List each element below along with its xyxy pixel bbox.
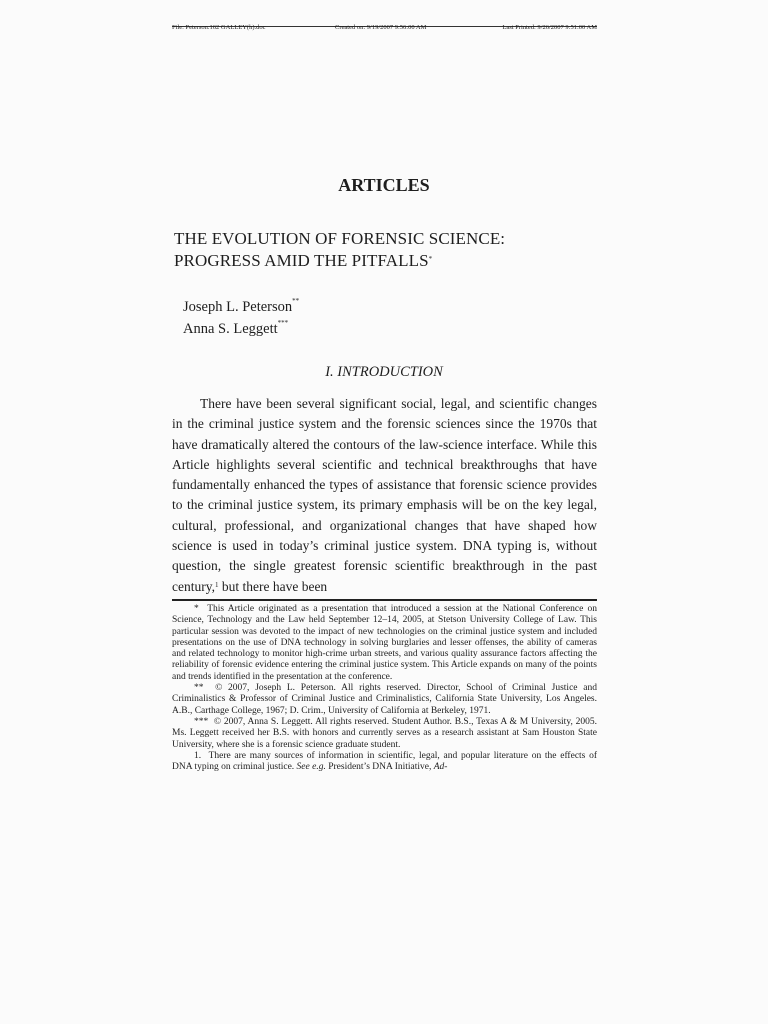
author-1-name: Joseph L. Peterson — [183, 299, 293, 315]
footnote-mark: 1. — [194, 750, 202, 761]
footnote — [172, 604, 597, 683]
title-line-1: THE EVOLUTION OF FORENSIC SCIENCE: — [174, 229, 506, 248]
author-1 — [183, 299, 299, 316]
footnote — [172, 683, 597, 717]
footnote-signal: See e.g. — [296, 762, 326, 773]
article-title — [174, 228, 604, 272]
footnote-text-cont: President’s DNA Initiative, — [325, 762, 434, 773]
footnote-mark: *** — [194, 716, 209, 727]
header-created: Created on: 9/19/2007 9:56:00 AM — [335, 24, 427, 31]
footnote-tail: Ad- — [433, 762, 448, 773]
footnotes — [172, 604, 597, 773]
footnote-text: There are many sources of information in scientific, legal, and popular literature on the effects of DNA typing on criminal justice. — [172, 750, 597, 773]
footnote-text: © 2007, Anna S. Leggett. All rights reserved. Student Author. B.S., Texas A & M University, 2005. Ms. Leggett received her B.S. with honors and currently serves as a research assistant at Sam Houston State University, where she is a forensic science graduate student. — [172, 716, 598, 750]
body-text-tail: but there have been — [218, 578, 328, 594]
author-1-mark: ** — [292, 297, 300, 305]
body-paragraph — [172, 394, 597, 597]
title-line-2 — [174, 250, 604, 272]
author-2-mark: *** — [277, 319, 289, 327]
running-header — [172, 24, 597, 31]
footnote-text: © 2007, Joseph L. Peterson. All rights reserved. Director, School of Criminal Justice and Criminalistics & Professor of Criminal Justice and Criminalistics, California State University, Los Angeles. A.B., Carthage College, 1967; D. Crim., University of California at Berkeley, 1971. — [172, 683, 597, 716]
header-printed: Last Printed: 9/26/2007 9:51:00 AM — [502, 24, 597, 31]
author-2-name: Anna S. Leggett — [183, 321, 278, 337]
section-heading: I. INTRODUCTION — [325, 364, 443, 380]
footnote-mark: * — [194, 604, 199, 614]
footnote-divider — [172, 599, 597, 601]
footnote — [172, 717, 597, 751]
title-footnote-mark: * — [428, 255, 433, 263]
footnote-mark: ** — [194, 683, 204, 694]
title-line-2-text: PROGRESS AMID THE PITFALLS — [174, 251, 429, 270]
footnote-text: This Article originated as a presentation that introduced a session at the National Conference on Science, Technology and the Law held September 12–14, 2005, at Stetson University College of Law. This particular session was devoted to the impact of new technologies on the criminal justice system and included presentations on the use of DNA technology in solving burglaries and lesser offenses, the ability of cameras and related technology to monitor high-crime urban streets, and various quality assurance factors affecting the reliability of forensic evidence entering the criminal justice system. This Article expands on many of the points and trends identified in the presentation at the conference. — [172, 604, 597, 682]
body-text-main: There have been several significant social, legal, and scientific changes in the criminal justice system and the forensic sciences since the 1970s that have dramatically altered the contours of the law-science interface. While this Article highlights several scientific and technical breakthroughs that have fundamentally enhanced the types of assistance that forensic science provides to the criminal justice system, its primary emphasis will be on the key legal, cultural, professional, and organizational changes that have shaped how science is used in today’s criminal justice system. DNA typing is, without question, the single greatest forensic scientific breakthrough in the past century, — [172, 396, 597, 594]
footnote — [172, 751, 597, 774]
author-2 — [183, 321, 288, 338]
header-file: File: Peterson.162 GALLEY(h).doc — [172, 24, 266, 31]
section-title: ARTICLES — [338, 175, 430, 195]
body-footnote-ref: 1 — [214, 580, 219, 589]
